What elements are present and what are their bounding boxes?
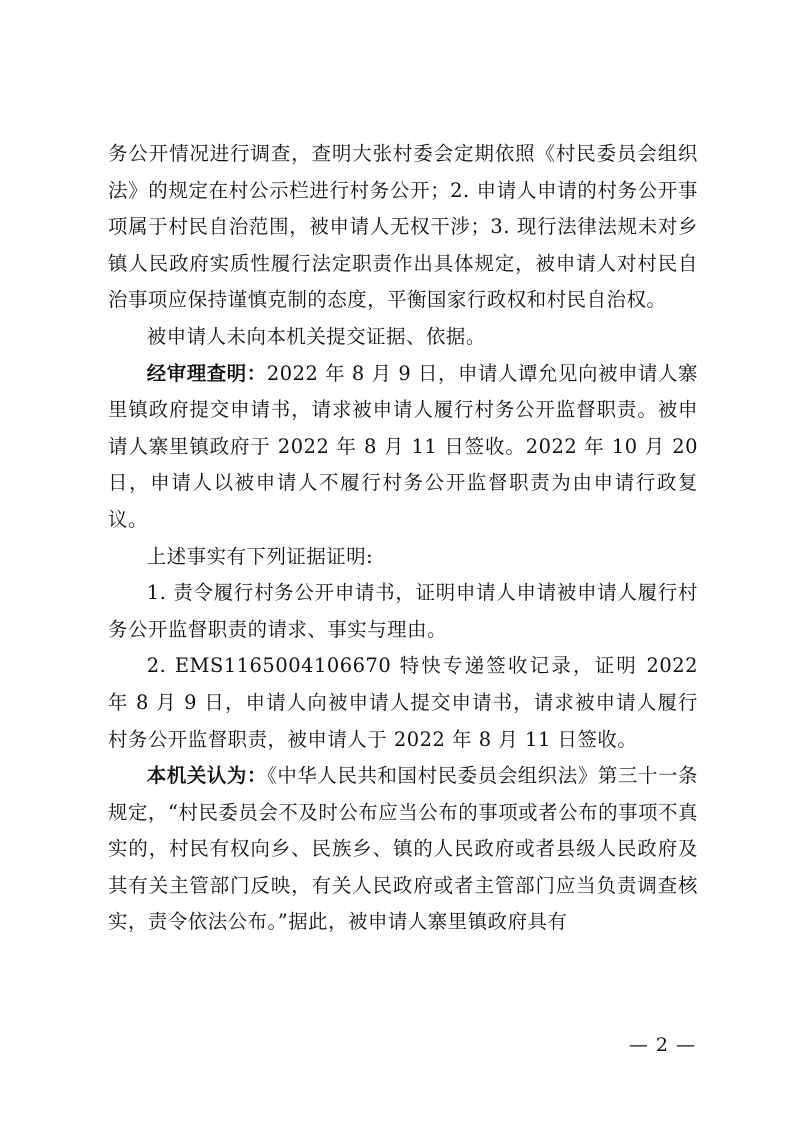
paragraph-1-text: 务公开情况进行调查，查明大张村委会定期依照《村民委员会组织法》的规定在村公示栏进行村务公开；2. 申请人申请的村务公开事项属于村民自治范围，被申请人无权干涉；3. 现行法律法规未对乡镇人民政府实质性履行法定职责作出具体规定，被申请人对村民自治事项应保持谨慎克制的态度，平衡国家行政权和村民自治权。 <box>108 142 698 312</box>
paragraph-7-lead: 本机关认为： <box>146 764 268 788</box>
paragraph-3-text: 2022 年 8 月 9 日，申请人谭允见向被申请人寨里镇政府提交申请书，请求被申请人履行村务公开监督职责。被申请人寨里镇政府于 2022 年 8 月 11 日签收。2022 年 10 月 20 日，申请人以被申请人不履行村务公开监督职责为由申请行政复议。 <box>108 361 698 531</box>
paragraph-4-text: 上述事实有下列证据证明: <box>146 544 374 568</box>
paragraph-6 <box>108 648 698 758</box>
paragraph-5-text: 1. 责令履行村务公开申请书，证明申请人申请被申请人履行村务公开监督职责的请求、事实与理由。 <box>108 581 698 641</box>
page-number: — 2 — <box>628 1034 696 1056</box>
paragraph-2-text: 被申请人未向本机关提交证据、依据。 <box>146 324 486 348</box>
paragraph-3 <box>108 356 698 539</box>
paragraph-3-lead: 经审理查明： <box>146 361 267 385</box>
paragraph-7 <box>108 758 698 941</box>
paragraph-5 <box>108 575 698 648</box>
paragraph-4 <box>108 539 698 576</box>
document-body <box>108 136 698 941</box>
paragraph-1 <box>108 136 698 319</box>
paragraph-7-text: 《中华人民共和国村民委员会组织法》第三十一条规定，“村民委员会不及时公布应当公布的事项或者公布的事项不真实的，村民有权向乡、民族乡、镇的人民政府或者县级人民政府及其有关主管部门反映，有关人民政府或者主管部门应当负责调查核实，责令依法公布。”据此，被申请人寨里镇政府具有 <box>108 764 698 934</box>
paragraph-2 <box>108 319 698 356</box>
paragraph-6-text: 2. EMS1165004106670 特快专递签收记录，证明 2022 年 8 月 9 日，申请人向被申请人提交申请书，请求被申请人履行村务公开监督职责，被申请人于 2022 年 8 月 11 日签收。 <box>108 654 698 751</box>
